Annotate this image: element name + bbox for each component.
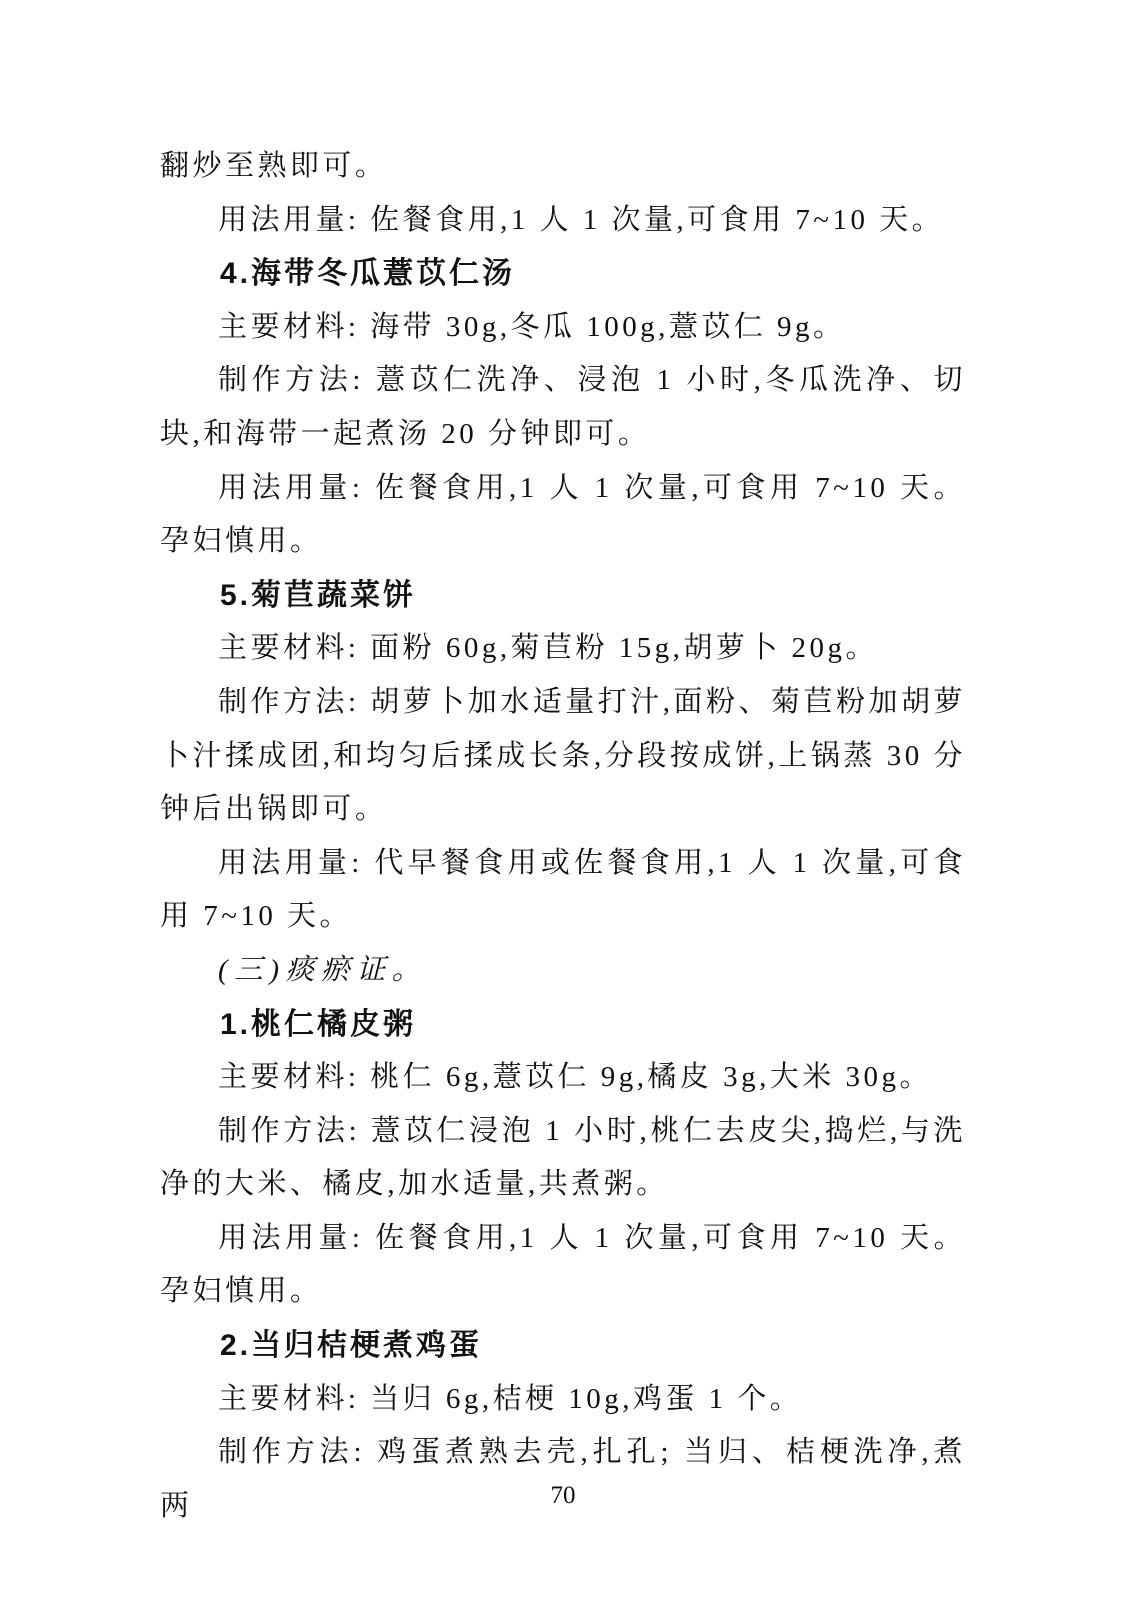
paragraph-body: 用法用量: 佐餐食用,1 人 1 次量,可食用 7~10 天。孕妇慎用。	[160, 471, 966, 558]
paragraph-heading: 5.菊苣蔬菜饼	[220, 578, 417, 612]
paragraph-body: 主要材料: 当归 6g,桔梗 10g,鸡蛋 1 个。	[218, 1382, 803, 1415]
paragraph-heading: 4.海带冬瓜薏苡仁汤	[220, 257, 516, 291]
paragraph-body: 用法用量: 佐餐食用,1 人 1 次量,可食用 7~10 天。孕妇慎用。	[160, 1221, 966, 1308]
paragraph-body: 主要材料: 面粉 60g,菊苣粉 15g,胡萝卜 20g。	[218, 632, 878, 665]
paragraph-body: 主要材料: 桃仁 6g,薏苡仁 9g,橘皮 3g,大米 30g。	[218, 1061, 932, 1094]
paragraph-heading: 1.桃仁橘皮粥	[220, 1007, 417, 1041]
paragraph-subheading: (三)痰瘀证。	[218, 953, 427, 986]
paragraph-body: 主要材料: 海带 30g,冬瓜 100g,薏苡仁 9g。	[218, 310, 846, 343]
page-number: 70	[550, 1482, 576, 1509]
paragraph-body: 用法用量: 佐餐食用,1 人 1 次量,可食用 7~10 天。	[218, 203, 945, 236]
paragraph-body: 制作方法: 薏苡仁浸泡 1 小时,桃仁去皮尖,捣烂,与洗净的大米、橘皮,加水适量,共煮粥。	[160, 1114, 966, 1201]
paragraph-heading: 2.当归桔梗煮鸡蛋	[220, 1329, 483, 1363]
text-block	[160, 140, 966, 1533]
paragraph-continuation: 翻炒至熟即可。	[160, 150, 388, 182]
paragraph-body: 制作方法: 胡萝卜加水适量打汁,面粉、菊苣粉加胡萝卜汁揉成团,和均匀后揉成长条,分段按成饼,上锅蒸 30 分钟后出锅即可。	[160, 685, 966, 826]
paragraph-body: 制作方法: 鸡蛋煮熟去壳,扎孔; 当归、桔梗洗净,煮两	[160, 1436, 966, 1522]
paragraph-body: 用法用量: 代早餐食用或佐餐食用,1 人 1 次量,可食用 7~10 天。	[160, 846, 966, 933]
paragraph-body: 制作方法: 薏苡仁洗净、浸泡 1 小时,冬瓜洗净、切块,和海带一起煮汤 20 分钟即可。	[160, 364, 966, 450]
page-footer	[160, 1482, 966, 1510]
